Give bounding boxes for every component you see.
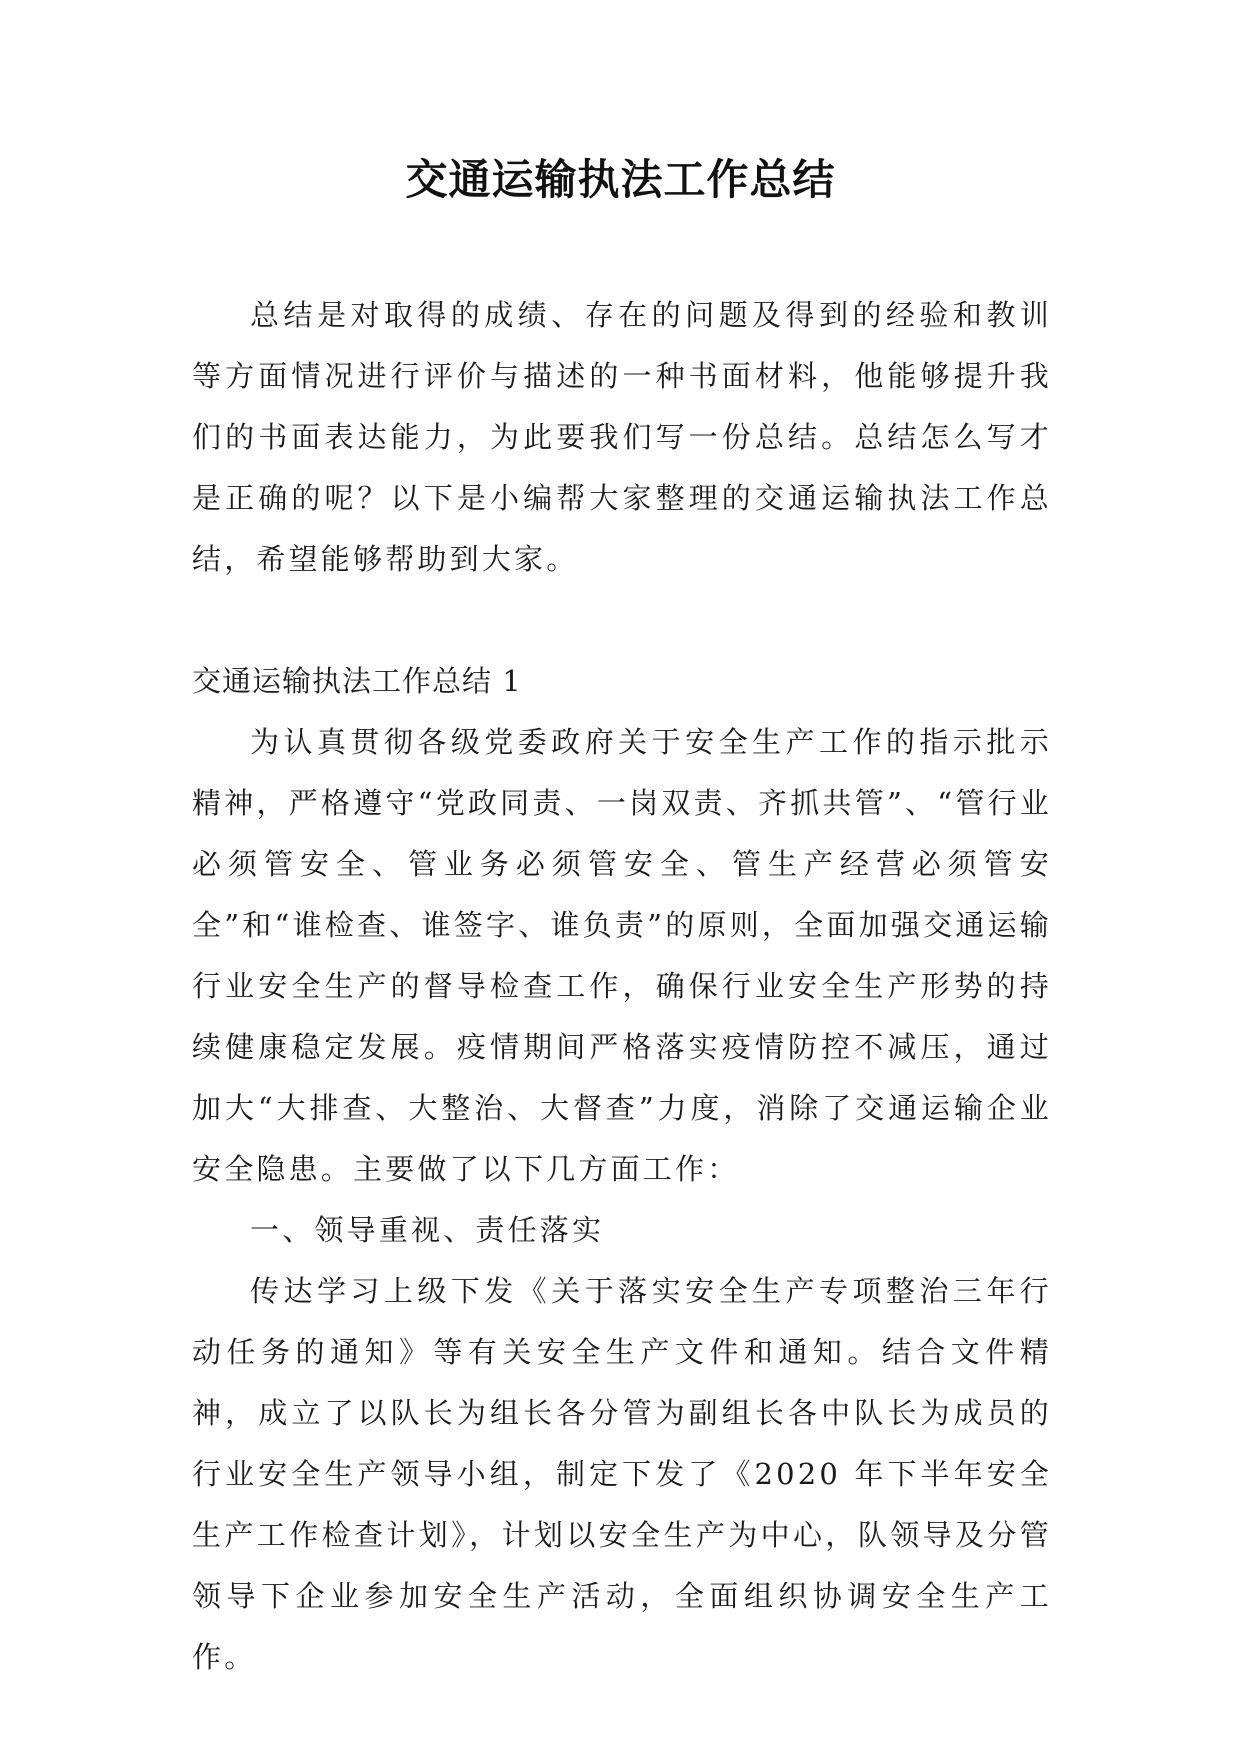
- document-title: 交通运输执法工作总结: [405, 155, 836, 204]
- subheading-paragraph: 一、领导重视、责任落实: [250, 1213, 605, 1247]
- body-paragraph: 为认真贯彻各级党委政府关于安全生产工作的指示批示精神，严格遵守“党政同责、一岗双责、齐抓共管”、“管行业必须管安全、管业务必须管安全、管生产经营必须管安全”和“谁检查、谁签字、谁负责”的原则，全面加强交通运输行业安全生产的督导检查工作，确保行业安全生产形势的持续健康稳定发展。疫情期间严格落实疫情防控不减压，通过加大“大排查、大整治、大督查”力度，消除了交通运输企业安全隐患。主要做了以下几方面工作：: [192, 725, 1052, 1186]
- section-heading: 交通运输执法工作总结 1: [192, 664, 522, 698]
- body-paragraph: 传达学习上级下发《关于落实安全生产专项整治三年行动任务的通知》等有关安全生产文件和通知。结合文件精神，成立了以队长为组长各分管为副组长各中队长为成员的行业安全生产领导小组，制定下发了《2020 年下半年安全生产工作检查计划》，计划以安全生产为中心，队领导及分管领导下企业参加安全生产活动，全面组织协调安全生产工作。: [192, 1274, 1052, 1674]
- intro-paragraph: 总结是对取得的成绩、存在的问题及得到的经验和教训等方面情况进行评价与描述的一种书面材料，他能够提升我们的书面表达能力，为此要我们写一份总结。总结怎么写才是正确的呢？以下是小编帮大家整理的交通运输执法工作总结，希望能够帮助到大家。: [192, 298, 1052, 576]
- document-body: [192, 285, 1052, 1688]
